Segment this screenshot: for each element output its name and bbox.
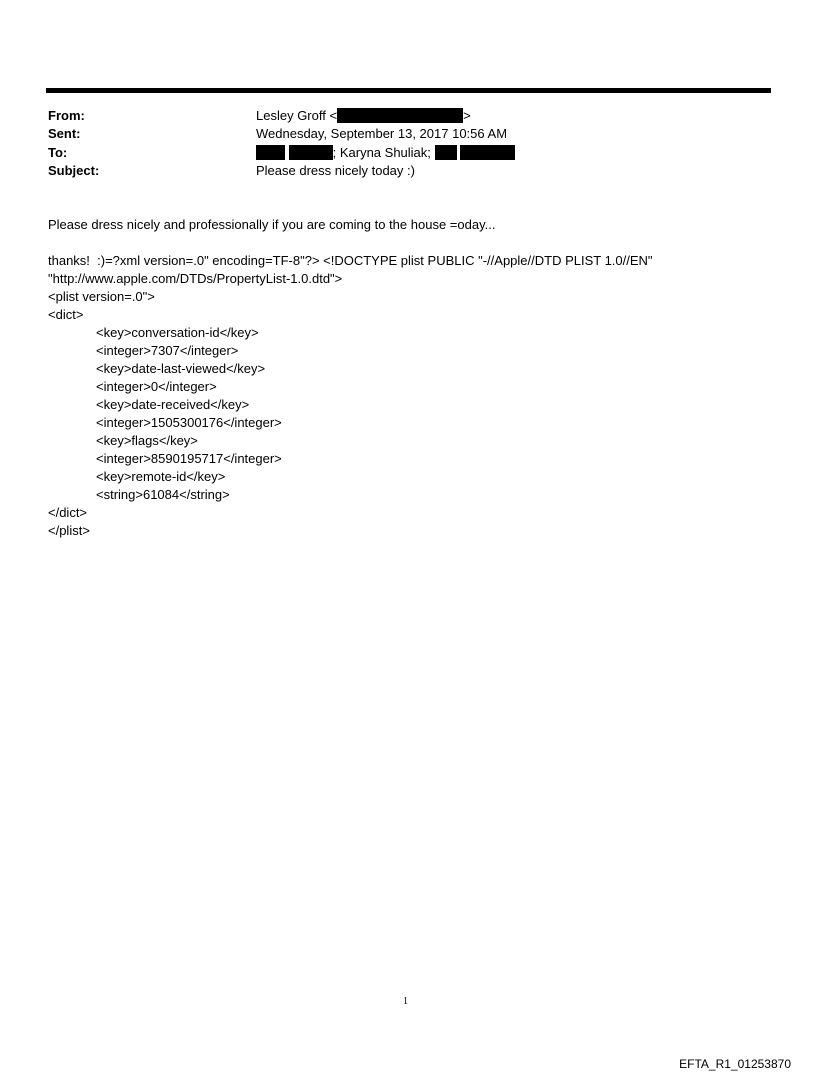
- body-line: <key>remote-id</key>: [96, 469, 226, 484]
- sent-label: Sent:: [48, 126, 81, 141]
- from-label: From:: [48, 108, 85, 123]
- page-number: 1: [403, 996, 408, 1007]
- body-line: <key>date-received</key>: [96, 397, 250, 412]
- body-line: </dict>: [48, 505, 88, 520]
- to-label: To:: [48, 145, 68, 160]
- body-line: <integer>8590195717</integer>: [96, 451, 282, 466]
- body-line: thanks! :)=?xml version=.0" encoding=TF-8"?> <!DOCTYPE plist PUBLIC "-//Apple//DTD PLIST 1.0//EN": [48, 253, 653, 268]
- body-line: </plist>: [48, 523, 90, 538]
- redaction-block: [435, 145, 457, 160]
- body-line: <key>conversation-id</key>: [96, 325, 259, 340]
- body-intro: Please dress nicely and professionally if you are coming to the house =oday...: [48, 217, 496, 232]
- to-value: [256, 144, 515, 162]
- from-close: >: [463, 108, 471, 123]
- body-line: <key>flags</key>: [96, 433, 198, 448]
- body-line: <integer>1505300176</integer>: [96, 415, 282, 430]
- subject-label: Subject:: [48, 163, 100, 178]
- body-line: <integer>0</integer>: [96, 379, 217, 394]
- from-row: [48, 107, 768, 125]
- from-name: Lesley Groff <: [256, 108, 338, 123]
- body-line: <integer>7307</integer>: [96, 343, 239, 358]
- body-line: <dict>: [48, 307, 84, 322]
- body-line: "http://www.apple.com/DTDs/PropertyList-1.0.dtd">: [48, 271, 343, 286]
- redaction-block: [460, 145, 515, 160]
- subject-row: [48, 162, 768, 180]
- redaction-block: [337, 108, 463, 123]
- redaction-block: [289, 145, 333, 160]
- to-row: [48, 144, 768, 162]
- bates-number: EFTA_R1_01253870: [679, 1057, 791, 1071]
- sent-row: [48, 125, 768, 143]
- redaction-block: [256, 145, 285, 160]
- body-line: <plist version=.0">: [48, 289, 155, 304]
- header-divider: [46, 88, 771, 93]
- from-value: [256, 107, 471, 125]
- to-middle: ; Karyna Shuliak;: [332, 145, 431, 160]
- body-line: <string>61084</string>: [96, 487, 230, 502]
- sent-value: Wednesday, September 13, 2017 10:56 AM: [256, 126, 508, 141]
- subject-value: Please dress nicely today :): [256, 163, 415, 178]
- body-line: <key>date-last-viewed</key>: [96, 361, 266, 376]
